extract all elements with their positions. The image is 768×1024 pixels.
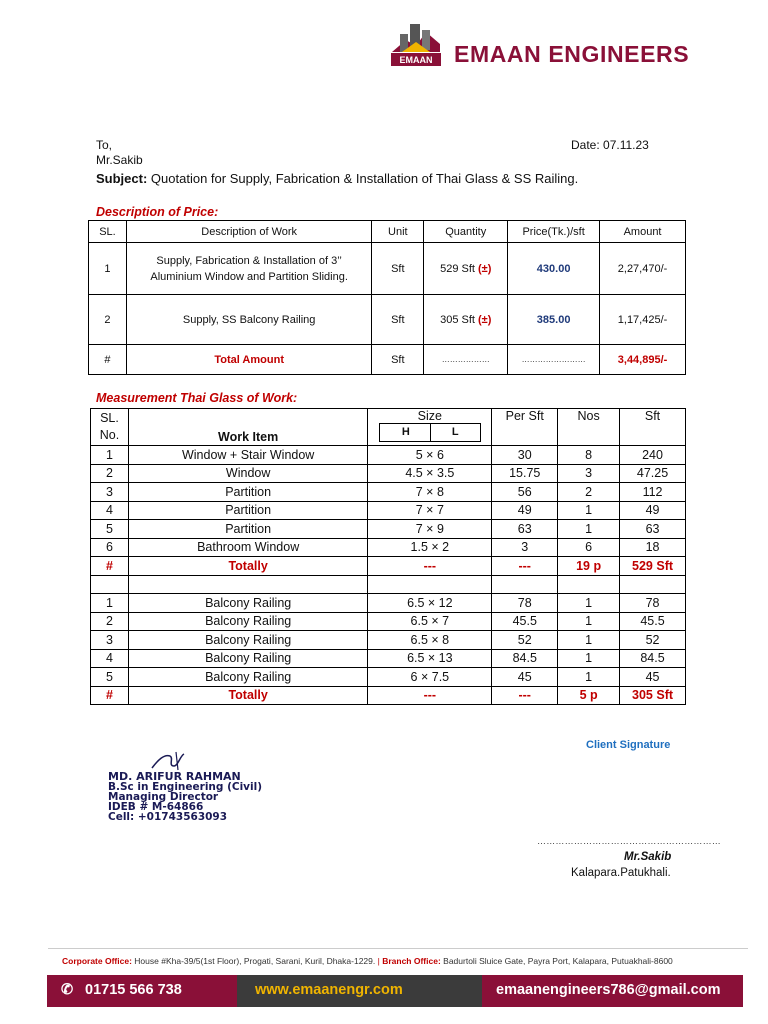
row-nos: 8 <box>558 446 620 465</box>
address-block <box>96 138 143 168</box>
table-row <box>91 520 686 539</box>
table-row <box>91 594 686 613</box>
row-sl: # <box>91 557 129 576</box>
row-sl: 4 <box>91 501 129 520</box>
height-label: H <box>401 426 410 438</box>
to-label: To, <box>96 138 113 152</box>
row-sft: 78 <box>620 594 686 613</box>
row-work-item: Balcony Railing <box>128 594 367 613</box>
measure-header-row <box>91 409 686 446</box>
sl-label: SL. <box>100 411 119 425</box>
row-nos: 1 <box>558 649 620 668</box>
glass-rows <box>91 446 686 557</box>
stamp-name: MD. ARIFUR RAHMAN <box>108 770 241 783</box>
corporate-office-address: House #Kha-39/5(1st Floor), Progati, Sarani, Kuril, Dhaka-1229. <box>134 956 376 966</box>
row-quantity <box>424 243 508 295</box>
row-size: 5 × 6 <box>368 446 492 465</box>
sl-header <box>91 409 129 446</box>
railing-rows <box>91 594 686 687</box>
col-header: Amount <box>600 221 686 243</box>
row-work-item: Balcony Railing <box>128 649 367 668</box>
total-label: Total Amount <box>126 345 371 375</box>
row-unit: Sft <box>372 295 424 345</box>
row-nos: 1 <box>558 612 620 631</box>
client-name: Mr.Sakib <box>624 851 672 863</box>
row-per-sft: 3 <box>492 538 558 557</box>
website-link[interactable]: www.emaanengr.com <box>255 982 403 998</box>
total-qty: ……………… <box>424 345 508 375</box>
row-per-sft: 63 <box>492 520 558 539</box>
table-row <box>89 295 686 345</box>
row-sl: 1 <box>91 446 129 465</box>
subject-text: Quotation for Supply, Fabrication & Installation of Thai Glass & SS Railing. <box>150 171 579 186</box>
row-nos: 1 <box>558 501 620 520</box>
desc-line: Aluminium Window and Partition Sliding. <box>150 270 348 283</box>
plus-minus: (±) <box>478 262 492 275</box>
row-sl: 5 <box>91 520 129 539</box>
row-per-sft: 56 <box>492 483 558 502</box>
row-per-sft: 30 <box>492 446 558 465</box>
row-unit: Sft <box>372 345 424 375</box>
row-size: 6.5 × 7 <box>368 612 492 631</box>
plus-minus: (±) <box>478 313 492 326</box>
stamp-ideb: IDEB # M-64866 <box>108 801 204 813</box>
work-item-header: Work Item <box>128 409 367 446</box>
col-header: Unit <box>372 221 424 243</box>
client-signature-label: Client Signature <box>586 739 671 751</box>
row-sl: 1 <box>89 243 127 295</box>
corporate-office-label: Corporate Office: <box>62 956 132 966</box>
recipient-name: Mr.Sakib <box>96 153 143 167</box>
row-nos: 2 <box>558 483 620 502</box>
row-size: 6.5 × 13 <box>368 649 492 668</box>
row-sft: 240 <box>620 446 686 465</box>
row-nos: 1 <box>558 668 620 687</box>
row-size: 7 × 8 <box>368 483 492 502</box>
price-table <box>88 220 686 375</box>
spacer-row <box>91 575 686 594</box>
phone-icon: ✆ <box>61 982 74 998</box>
contact-footer <box>47 975 743 1007</box>
row-per-sft: --- <box>492 557 558 576</box>
col-header: Price(Tk.)/sft <box>508 221 600 243</box>
row-work-item: Balcony Railing <box>128 612 367 631</box>
no-label: No. <box>99 428 120 442</box>
table-row <box>91 446 686 465</box>
row-size: 6 × 7.5 <box>368 668 492 687</box>
row-nos: 1 <box>558 520 620 539</box>
row-size: --- <box>368 557 492 576</box>
row-work-item: Partition <box>128 520 367 539</box>
table-row <box>91 631 686 650</box>
logo-text: EMAAN <box>399 55 433 65</box>
email-link[interactable]: emaanengineers786@gmail.com <box>496 982 721 998</box>
subject-line <box>96 171 578 186</box>
row-size: 6.5 × 12 <box>368 594 492 613</box>
company-name: EMAAN ENGINEERS <box>454 41 690 67</box>
table-row <box>91 649 686 668</box>
table-row <box>91 464 686 483</box>
website-block <box>237 975 482 1007</box>
row-sft: 63 <box>620 520 686 539</box>
row-sft: 45 <box>620 668 686 687</box>
row-sft: 18 <box>620 538 686 557</box>
size-label: Size <box>417 409 442 423</box>
row-unit: Sft <box>372 243 424 295</box>
email-block <box>482 975 743 1007</box>
row-sft: 49 <box>620 501 686 520</box>
row-sl: # <box>89 345 127 375</box>
row-sl: 4 <box>91 649 129 668</box>
row-nos: 6 <box>558 538 620 557</box>
qty-value: 305 Sft <box>440 313 475 326</box>
row-sl: 2 <box>91 464 129 483</box>
row-price: 430.00 <box>508 243 600 295</box>
row-sft: 305 Sft <box>620 686 686 705</box>
length-label: L <box>451 426 459 438</box>
row-work-item: Totally <box>128 557 367 576</box>
col-header: SL. <box>89 221 127 243</box>
row-per-sft: 45.5 <box>492 612 558 631</box>
price-header-row <box>89 221 686 243</box>
row-amount: 2,27,470/- <box>600 243 686 295</box>
col-header: Quantity <box>424 221 508 243</box>
row-per-sft: --- <box>492 686 558 705</box>
table-row <box>91 668 686 687</box>
row-nos: 3 <box>558 464 620 483</box>
footer-divider <box>48 948 748 949</box>
total-amount: 3,44,895/- <box>600 345 686 375</box>
table-row <box>91 501 686 520</box>
row-quantity <box>424 295 508 345</box>
branch-office-label: Branch Office: <box>382 956 441 966</box>
row-nos: 1 <box>558 594 620 613</box>
measurement-table <box>90 408 686 705</box>
row-work-item: Window <box>128 464 367 483</box>
table-row <box>91 612 686 631</box>
stamp-degree: B.Sc in Engineering (Civil) <box>108 781 263 793</box>
row-size: 1.5 × 2 <box>368 538 492 557</box>
signature-line: …………………………………………………… <box>537 836 721 846</box>
stamp-title: Managing Director <box>108 791 219 803</box>
signature-stamp <box>108 772 262 822</box>
row-work-item: Totally <box>128 686 367 705</box>
row-size: --- <box>368 686 492 705</box>
size-header <box>368 409 492 446</box>
total-price: …………………… <box>508 345 600 375</box>
row-sl: 3 <box>91 483 129 502</box>
price-section-title: Description of Price: <box>96 205 219 219</box>
row-price: 385.00 <box>508 295 600 345</box>
row-per-sft: 15.75 <box>492 464 558 483</box>
row-per-sft: 78 <box>492 594 558 613</box>
row-per-sft: 52 <box>492 631 558 650</box>
sft-header: Sft <box>620 409 686 446</box>
row-amount: 1,17,425/- <box>600 295 686 345</box>
row-sft: 52 <box>620 631 686 650</box>
row-sl: 2 <box>89 295 127 345</box>
col-header: Description of Work <box>126 221 371 243</box>
total-row <box>89 345 686 375</box>
row-nos: 5 p <box>558 686 620 705</box>
client-address: Kalapara.Patukhali. <box>571 867 671 879</box>
qty-value: 529 Sft <box>440 262 475 275</box>
per-sft-header: Per Sft <box>492 409 558 446</box>
phone-number: 01715 566 738 <box>85 982 182 998</box>
row-sft: 84.5 <box>620 649 686 668</box>
table-row <box>89 243 686 295</box>
table-row <box>91 538 686 557</box>
phone-block <box>47 975 237 1007</box>
row-work-item: Window + Stair Window <box>128 446 367 465</box>
row-per-sft: 45 <box>492 668 558 687</box>
row-work-item: Balcony Railing <box>128 631 367 650</box>
row-nos: 1 <box>558 631 620 650</box>
office-addresses: Corporate Office: House #Kha-39/5(1st Floor), Progati, Sarani, Kuril, Dhaka-1229. | Branch Office: Badurtoli Sluice Gate, Payra Port, Kalapara, Putuakhali-8600 <box>62 956 673 966</box>
row-size: 4.5 × 3.5 <box>368 464 492 483</box>
row-sl: 1 <box>91 594 129 613</box>
table-row <box>91 483 686 502</box>
row-work-item: Bathroom Window <box>128 538 367 557</box>
row-sl: 2 <box>91 612 129 631</box>
row-sl: 6 <box>91 538 129 557</box>
desc-line: Supply, Fabrication & Installation of 3’’ <box>156 254 342 267</box>
row-work-item: Partition <box>128 483 367 502</box>
row-work-item: Balcony Railing <box>128 668 367 687</box>
row-sl: 5 <box>91 668 129 687</box>
branch-office-address: Badurtoli Sluice Gate, Payra Port, Kalapara, Putuakhali-8600 <box>443 956 673 966</box>
nos-header: Nos <box>558 409 620 446</box>
row-size: 7 × 9 <box>368 520 492 539</box>
row-description: Supply, SS Balcony Railing <box>126 295 371 345</box>
row-size: 7 × 7 <box>368 501 492 520</box>
row-description <box>126 243 371 295</box>
row-sft: 112 <box>620 483 686 502</box>
row-per-sft: 49 <box>492 501 558 520</box>
row-sft: 47.25 <box>620 464 686 483</box>
row-sft: 45.5 <box>620 612 686 631</box>
row-nos: 19 p <box>558 557 620 576</box>
measure-section-title: Measurement Thai Glass of Work: <box>96 391 298 405</box>
row-sl: 3 <box>91 631 129 650</box>
row-sl: # <box>91 686 129 705</box>
row-size: 6.5 × 8 <box>368 631 492 650</box>
glass-total-row <box>91 557 686 576</box>
stamp-cell: Cell: +01743563093 <box>108 811 228 823</box>
company-logo <box>388 20 444 72</box>
row-per-sft: 84.5 <box>492 649 558 668</box>
railing-total-row <box>91 686 686 705</box>
subject-label: Subject: <box>96 171 148 186</box>
row-sft: 529 Sft <box>620 557 686 576</box>
row-work-item: Partition <box>128 501 367 520</box>
letter-date: Date: 07.11.23 <box>571 138 649 152</box>
hl-subheader <box>379 423 481 442</box>
